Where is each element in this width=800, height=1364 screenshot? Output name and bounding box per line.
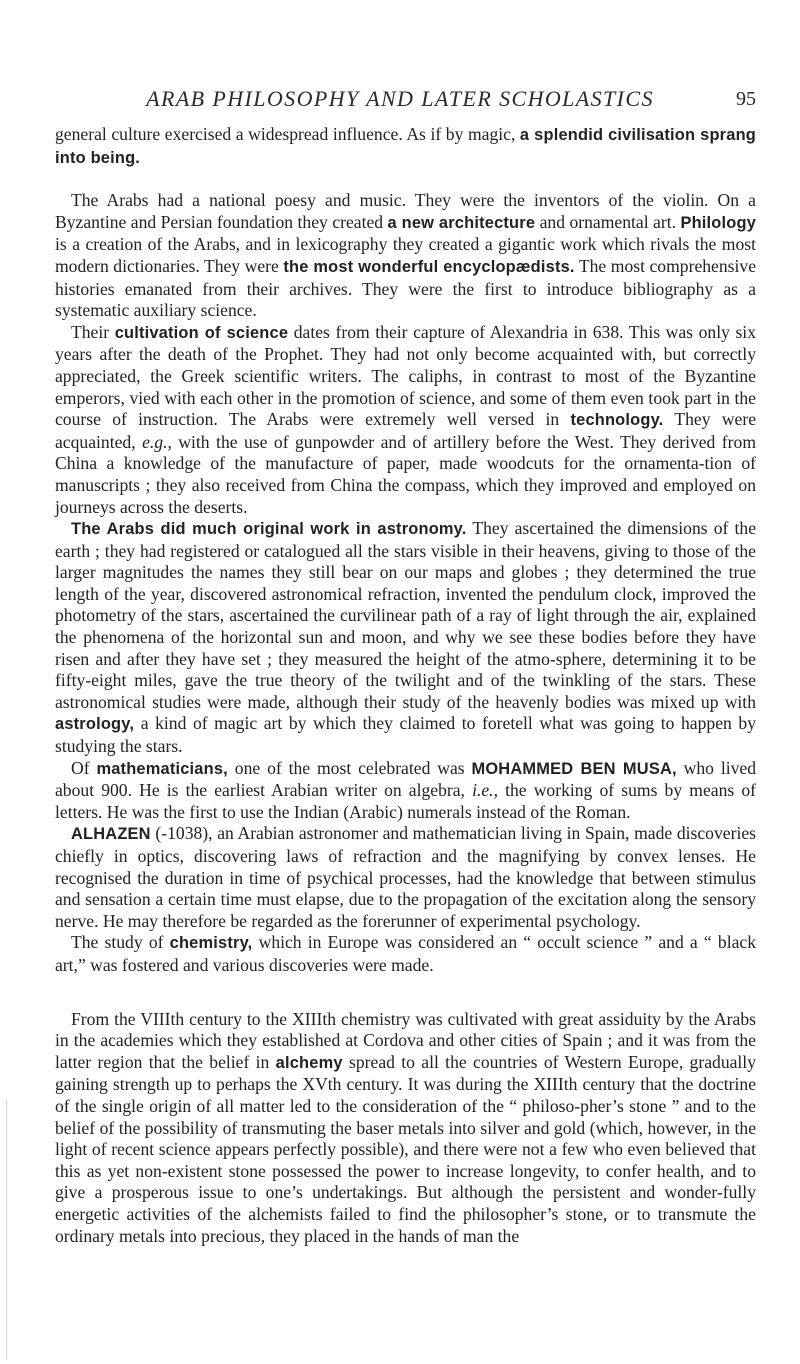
text-run: dates from their capture of Alexandria in 638. This was only six years after the death of the Prophet. They had not only become acquainted with, but correctly appreciated, the Greek scientific writers. The caliphs, in contrast to most of the Byzantine emperors, vied with each other in the promotion of science, and some of them even took part in the course of instruction. The Arabs were extremely well versed in <box>55 321 756 430</box>
text-run: From the VIIIth century to the XIIIth chemistry was cultivated with great assiduity by the Arabs in the academies which they established at Cordova and other cities of Spain ; and it was from the latter region that the belief in <box>55 1008 756 1072</box>
emphasis-text: alchemy <box>275 1053 343 1072</box>
text-run: is a creation of the Arabs, and in lexicography they created a gigantic work which rivals the most modern dictionaries. They were <box>55 234 756 276</box>
paragraph-p1 <box>55 190 756 322</box>
emphasis-text: Philology <box>680 213 757 232</box>
text-run: who lived about 900. He is the earliest Arabian writer on algebra, <box>55 757 756 801</box>
text-run: (-1038), an Arabian astronomer and mathematician living in Spain, made discoveries chiefly in optics, discovering laws of refraction and the magnifying by convex lenses. He recognised the duration in time of psychical processes, had the knowledge that between stimulus and sensation a certain time must elapse, due to the propagation of the excitation along the sensory nerve. He may therefore be regarded as the forerunner of experimental psychology. <box>55 823 756 931</box>
emphasis-text: chemistry, <box>169 934 253 953</box>
emphasis-text: The Arabs did much original work in astronomy. <box>71 520 467 539</box>
text-run: general culture exercised a widespread influence. As if by magic, <box>55 124 520 144</box>
text-run: The most comprehensive histories emanated from their archives. They were the first to introduce bibliography as a systematic auxiliary science. <box>55 255 756 321</box>
text-run: They ascertained the dimensions of the earth ; they had registered or catalogued all the stars visible in their heavens, giving to those of the larger magnitudes the names they still bear on our maps and globes ; they determined the true length of the year, discovered astronomical refraction, invented the pendulum clock, improved the photometry of the stars, ascertained the curvilinear path of a ray of light through the air, explained the phenomena of the horizontal sun and moon, and why we see these bodies before they have risen and after they have set ; they measured the height of the atmo-sphere, determining it to be fifty-eight miles, gave the true theory of the twilight and of the twinkling of the stars. These astronomical studies were made, although their study of the heavenly bodies was mixed up with <box>55 518 756 712</box>
text-run: a kind of magic art by which they claimed to foretell what was going to happen by studying the stars. <box>55 713 756 757</box>
text-run: the working of sums by means of letters. He was the first to use the Indian (Arabic) numerals instead of the Roman. <box>55 780 756 822</box>
paragraph-p2 <box>55 322 756 518</box>
running-head <box>0 86 800 116</box>
paragraph-p4 <box>55 758 756 824</box>
text-run: They were acquainted, <box>55 409 756 452</box>
emphasis-text: MOHAMMED BEN MUSA, <box>471 759 677 778</box>
emphasis-text: the most wonderful encyclopædists. <box>283 257 575 276</box>
text-run: The Arabs had a national poesy and music. They were the inventors of the violin. On a Byzantine and Persian foundation they created <box>55 190 756 232</box>
text-run: Their <box>71 321 115 342</box>
emphasis-text: a splendid civilisation sprang into being. <box>55 126 756 167</box>
text-run: with the use of gunpowder and of artillery before the West. They derived from China a knowledge of the manufacture of paper, made woodcuts for the ornamenta-tion of manuscripts ; they also received from China the compass, which they improved and employed on journeys across the deserts. <box>55 431 757 517</box>
emphasis-text: ALHAZEN <box>71 825 151 844</box>
section-gap <box>55 169 756 190</box>
section-gap <box>55 977 756 1009</box>
italic-text: e.g., <box>142 431 172 452</box>
emphasis-text: mathematicians, <box>96 759 228 778</box>
emphasis-text: astrology, <box>55 715 135 734</box>
paragraph-p3 <box>55 518 756 758</box>
page-edge-shadow <box>6 1100 7 1360</box>
paragraph-p7 <box>55 1009 756 1248</box>
paragraph-p5 <box>55 823 756 932</box>
text-run: The study of <box>71 932 170 953</box>
italic-text: i.e., <box>472 780 498 801</box>
text-run: Of <box>71 757 97 778</box>
running-title: ARAB PHILOSOPHY AND LATER SCHOLASTICS <box>146 86 654 111</box>
text-run: and ornamental art. <box>535 211 681 232</box>
emphasis-text: technology. <box>570 411 664 430</box>
emphasis-text: a new architecture <box>387 213 536 232</box>
body-text <box>55 124 756 1247</box>
text-run: spread to all the countries of Western Europe, gradually gaining strength up to perhaps the XVth century. It was during the XIIIth century that the doctrine of the single origin of all matter led to the consideration of the “ philoso-pher’s stone ” and to the belief of the possibility of transmuting the baser metals into silver and gold (which, however, in the light of recent science appears perfectly possible), and there were not a few who even believed that this as yet non-existent stone possessed the power to increase longevity, to confer health, and to give a prosperous issue to one’s undertakings. But although the persistent and wonder-fully energetic activities of the alchemists failed to find the philosopher’s stone, or to transmute the ordinary metals into precious, they placed in the hands of man the <box>55 1051 756 1246</box>
paragraph-p6 <box>55 932 756 976</box>
text-run: one of the most celebrated was <box>227 757 472 778</box>
emphasis-text: cultivation of science <box>114 323 289 342</box>
paragraph-p0 <box>55 124 756 169</box>
text-run: which in Europe was considered an “ occult science ” and a “ black art,” was fostered and various discoveries were made. <box>55 932 756 975</box>
page-number: 95 <box>736 88 756 110</box>
